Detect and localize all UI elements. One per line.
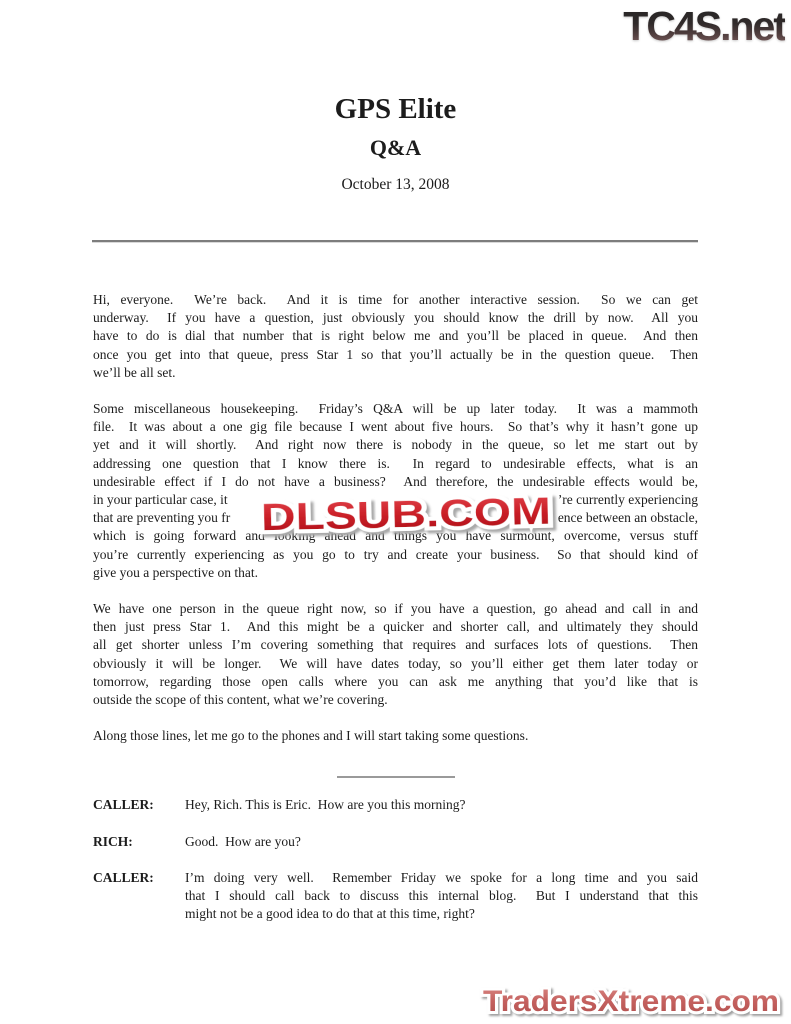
speaker-label: RICH: <box>93 833 133 849</box>
page-title: GPS Elite <box>334 93 457 125</box>
text-line: we’ll be all set. <box>93 364 176 380</box>
page-subtitle: Q&A <box>369 135 422 160</box>
paragraph <box>93 291 698 382</box>
text-line: you’re currently experiencing as you go to try and create your business. So that should kind of <box>93 546 698 562</box>
text-fragment: ence between an obstacle, <box>557 510 698 526</box>
text-line: obviously it will be longer. We will have dates today, so you’ll either get them later today or <box>93 655 698 671</box>
text-line: then just press Star 1. And this might be a quicker and shorter call, and ultimately they should <box>93 619 698 635</box>
header-divider-line <box>92 240 698 243</box>
text-line: outside the scope of this content, what we’re covering. <box>93 692 388 708</box>
text-line: might not be a good idea to do that at this time, right? <box>185 906 475 922</box>
dlsub-watermark-text: DLSUB.COM <box>260 492 492 540</box>
text-fragment: ’re currently experiencing <box>557 492 698 508</box>
speaker-label: CALLER: <box>93 869 154 885</box>
text-line: have to do is dial that number that is right below me and you’ll be placed in queue. And then <box>93 328 698 344</box>
text-line: underway. If you have a question, just obviously you should know the drill by now. All you <box>93 310 698 326</box>
text-line: file. It was about a one gig file because I went about five hours. So that’s why it hasn’t gone up <box>93 419 698 435</box>
speech-text <box>185 869 698 924</box>
text-line: that I should call back to discuss this internal blog. But I understand that this <box>185 888 698 904</box>
text-fragment: that are preventing you fr <box>93 510 231 526</box>
text-line: I’m doing very well. Remember Friday we spoke for a long time and you said <box>185 869 698 885</box>
tradersxtreme-watermark-text: TradersXtreme.com <box>483 985 779 1018</box>
speech-text <box>185 796 698 814</box>
text-fragment: in your particular case, it <box>93 492 228 508</box>
paragraph <box>93 727 698 745</box>
text-line: Good. How are you? <box>185 833 301 849</box>
dialogue-row <box>93 833 698 851</box>
text-line: Some miscellaneous housekeeping. Friday’s Q&A will be up later today. It was a mammoth <box>93 401 698 417</box>
text-line: yet and it will shortly. And right now there is nobody in the queue, so let me start out by <box>93 437 698 453</box>
tradersxtreme-watermark-graphic <box>476 979 786 1023</box>
dlsub-watermark <box>249 484 562 548</box>
dialogue-row <box>93 796 698 814</box>
text-line: We have one person in the queue right now, so if you have a question, go ahead and call in and <box>93 601 698 617</box>
text-line: which is going forward and looking ahead and things you have surmount, overcome, versus stuff <box>93 528 698 544</box>
document-date: October 13, 2008 <box>341 176 450 193</box>
text-line: once you get into that queue, press Star 1 so that you’ll actually be in the question queue. Then <box>93 346 698 362</box>
speaker-label: CALLER: <box>93 797 154 813</box>
text-line: give you a perspective on that. <box>93 564 258 580</box>
tc4s-logo-watermark: TC4S.net <box>623 3 785 49</box>
dialogue-row <box>93 869 698 924</box>
document-header <box>0 92 791 195</box>
text-line: undesirable effect if I do not have a business? And therefore, the undesirable effects would be, <box>93 473 698 489</box>
paragraph <box>93 600 698 709</box>
text-line: Hey, Rich. This is Eric. How are you this morning? <box>185 797 466 813</box>
text-line: Along those lines, let me go to the phones and I will start taking some questions. <box>93 728 529 744</box>
speech-text <box>185 833 698 851</box>
section-divider-line <box>337 776 455 778</box>
text-line: Hi, everyone. We’re back. And it is time for another interactive session. So we can get <box>93 292 698 307</box>
body-text-column <box>93 291 698 941</box>
dialogue-section <box>93 796 698 923</box>
text-line: tomorrow, regarding those open calls where you can ask me anything that you’d like that is <box>93 673 698 689</box>
text-line: addressing one question that I know there is. In regard to undesirable effects, what is an <box>93 455 698 471</box>
tradersxtreme-watermark <box>476 979 786 1024</box>
text-line: all get shorter unless I’m covering something that requires and surfaces lots of questions. Then <box>93 637 698 653</box>
dlsub-watermark-graphic <box>249 484 562 543</box>
